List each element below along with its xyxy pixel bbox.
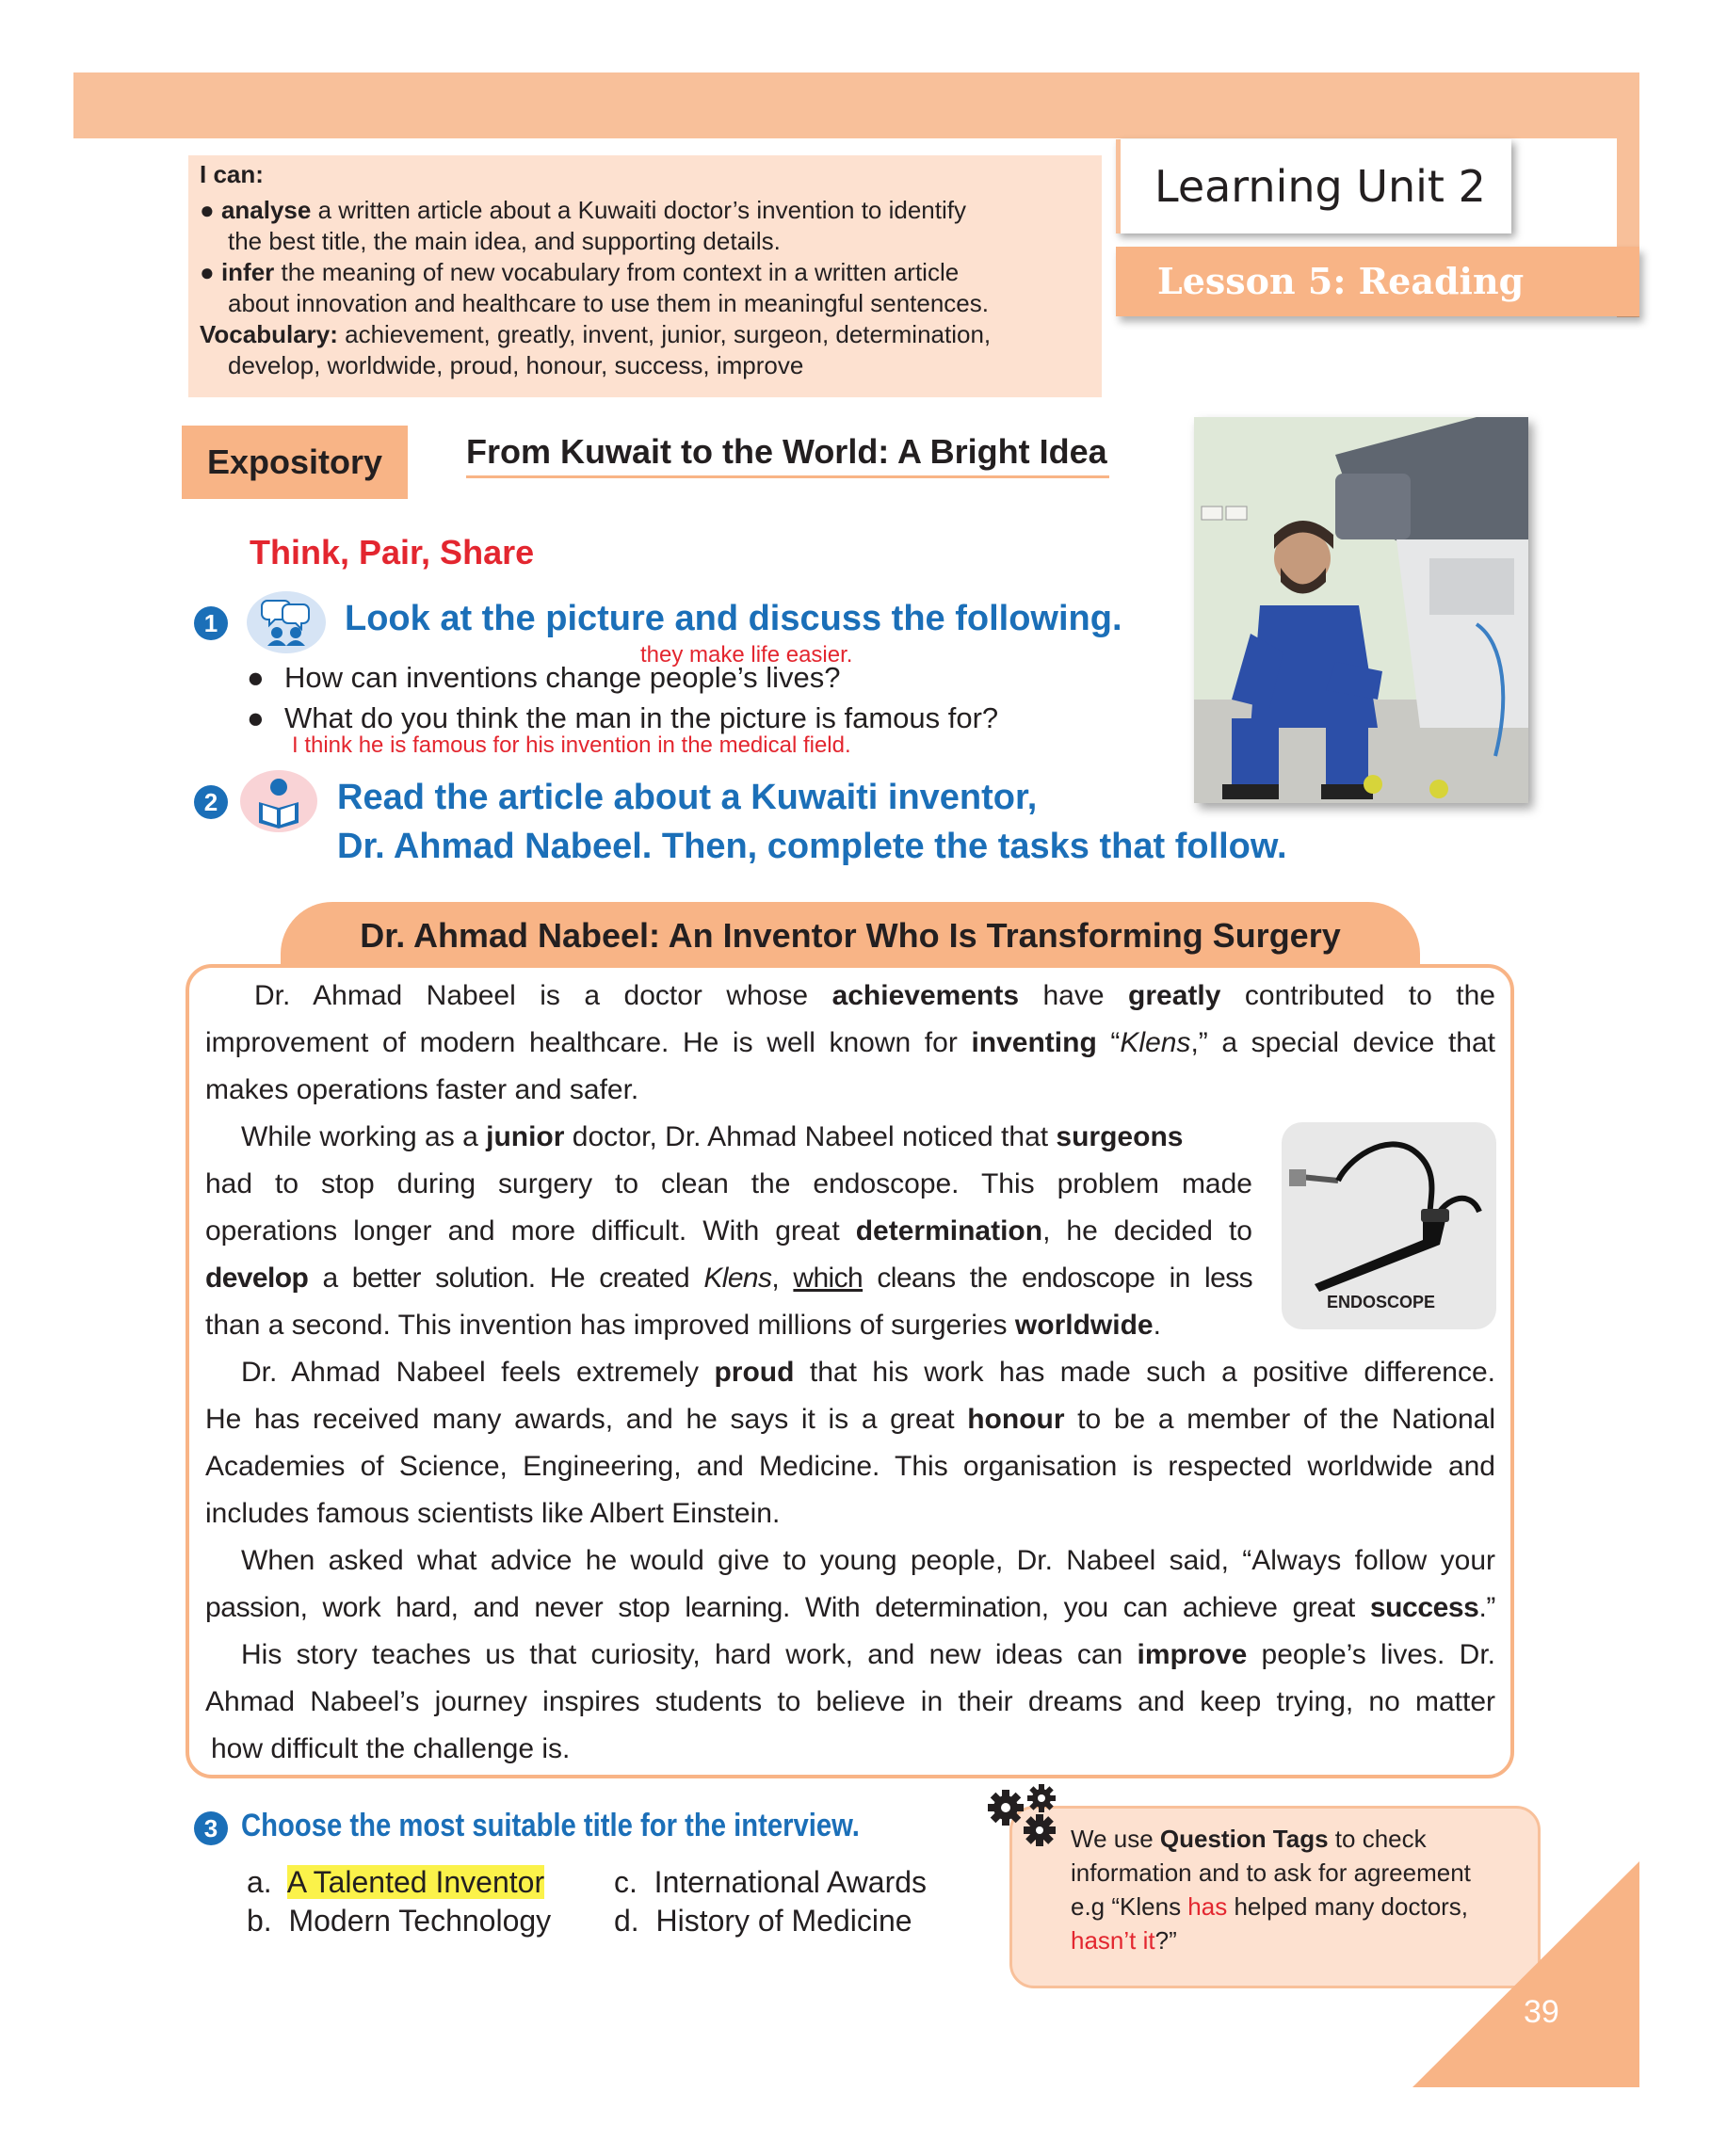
vocabulary-line [200,319,991,349]
passage-line-15: His story teaches us that curiosity, hard work, and new ideas can improve people’s lives. Dr. [241,1639,1496,1670]
note-bold-term: Question Tags [1159,1825,1329,1853]
passage-line-5: had to stop during surgery to clean the endoscope. This problem made [205,1168,1252,1199]
option-a[interactable] [247,1865,544,1900]
passage-line-10: He has received many awards, and he says it is a great honour to be a member of the National [205,1404,1496,1435]
goal-2-text: the meaning of new vocabulary from context in a written article [274,258,960,286]
lesson-title: Lesson 5: Reading [1116,247,1639,316]
note-line-1: We use Question Tags to check [1071,1825,1427,1853]
unit-title: Learning Unit 2 [1116,139,1511,233]
vocab-honour: honour [967,1404,1065,1435]
handwritten-answer-1: they make life easier. [640,642,853,668]
passage-title: Dr. Ahmad Nabeel: An Inventor Who Is Transforming Surgery [281,902,1420,970]
passage-line-6: operations longer and more difficult. With great determination, he decided to [205,1215,1252,1247]
article-title: From Kuwait to the World: A Bright Idea [466,428,1109,478]
note-line-2: information and to ask for agreement [1071,1858,1471,1887]
task-2-number: 2 [194,785,228,819]
passage-line-9: Dr. Ahmad Nabeel feels extremely proud that his work has made such a positive difference. [241,1357,1495,1388]
goal-1-text: a written article about a Kuwaiti doctor’s invention to identify [311,196,966,224]
passage-line-17: how difficult the challenge is. [211,1733,571,1764]
vocab-improve: improve [1137,1639,1248,1670]
passage-line-16: Ahmad Nabeel’s journey inspires students to believe in their dreams and keep trying, no matter [205,1686,1495,1717]
goal-item-2: ● infer the meaning of new vocabulary from context in a written article [200,258,960,286]
task-1-question-2: ● What do you think the man in the picture is famous for? [247,701,999,734]
task-1-number: 1 [194,606,228,640]
vocabulary-label: Vocabulary: [200,320,338,348]
vocab-inventing: inventing [971,1027,1097,1058]
vocab-junior: junior [486,1121,565,1152]
note-line-4: hasn’t it?” [1071,1926,1177,1955]
goals-heading: I can: [200,160,264,188]
vocab-surgeons: surgeons [1056,1121,1184,1152]
endoscope-image [1282,1122,1496,1329]
question-1-text: How can inventions change people’s lives? [284,661,841,694]
passage-line-2: improvement of modern healthcare. He is well known for inventing “Klens,” a special device that [205,1027,1496,1058]
vocab-greatly: greatly [1128,980,1221,1011]
vocab-worldwide: worldwide [1014,1310,1154,1341]
task-2-instruction-1: Read the article about a Kuwaiti inventor, [337,778,1038,817]
device-name: Klens [1120,1027,1191,1058]
task-3-number: 3 [194,1811,228,1845]
option-b[interactable] [247,1904,551,1939]
option-c[interactable] [614,1865,927,1900]
goal-1-continued: the best title, the main idea, and supporting details. [228,227,781,255]
option-a-text: A Talented Inventor [286,1865,545,1899]
goal-item-1: ● analyse a written article about a Kuwaiti doctor’s invention to identify [200,196,966,224]
header-band [73,72,1639,138]
option-b-text: Modern Technology [288,1904,552,1938]
think-pair-share-heading: Think, Pair, Share [250,533,535,571]
note-red-tag: hasn’t it [1071,1926,1155,1955]
device-name-2: Klens [703,1263,772,1294]
vocab-achievements: achievements [831,980,1020,1011]
passage-line-7: develop a better solution. He created Klens, which cleans the endoscope in less [205,1263,1252,1294]
reading-icon [240,770,317,832]
goal-2-verb: infer [220,258,275,286]
passage-line-13: When asked what advice he would give to young people, Dr. Nabeel said, “Always follow your [241,1545,1495,1576]
vocab-proud: proud [714,1357,795,1388]
note-line-3: e.g “Klens has helped many doctors, [1071,1892,1469,1921]
endoscope-label: ENDOSCOPE [1327,1293,1436,1311]
option-d-text: History of Medicine [655,1904,912,1938]
vocab-success: success [1369,1592,1479,1623]
goal-2-continued: about innovation and healthcare to use them in meaningful sentences. [228,289,989,317]
gears-icon [985,1781,1060,1853]
task-1-question-1: ● How can inventions change people’s lives? [247,661,841,694]
task-1-instruction: Look at the picture and discuss the following. [345,599,1122,638]
option-c-letter: c. [614,1865,638,1899]
option-c-text: International Awards [654,1865,928,1899]
option-a-letter: a. [247,1865,272,1899]
passage-line-3: makes operations faster and safer. [205,1074,639,1105]
task-3-instruction: Choose the most suitable title for the interview. [241,1808,860,1843]
page-number: 39 [1524,1994,1559,2030]
photo-illustration [1194,417,1528,803]
task-2-instruction-2: Dr. Ahmad Nabeel. Then, complete the tasks that follow. [337,827,1287,866]
doctor-robot-photo [1194,417,1528,803]
option-d-letter: d. [614,1904,639,1938]
option-b-letter: b. [247,1904,272,1938]
learning-goals-box [188,155,1102,397]
page-corner-triangle [1412,1861,1639,2087]
option-d[interactable] [614,1904,912,1939]
vocab-determination: determination [855,1215,1043,1247]
handwritten-answer-2: I think he is famous for his invention in the medical field. [292,732,851,758]
passage-line-4: While working as a junior doctor, Dr. Ahmad Nabeel noticed that surgeons [241,1121,1184,1152]
passage-line-11: Academies of Science, Engineering, and Medicine. This organisation is respected worldwide and [205,1451,1495,1482]
passage-line-12: includes famous scientists like Albert Einstein. [205,1498,781,1529]
passage-line-1: Dr. Ahmad Nabeel is a doctor whose achievements have greatly contributed to the [254,980,1495,1011]
vocabulary-list-2: develop, worldwide, proud, honour, success, improve [228,351,804,379]
passage-line-14: passion, work hard, and never stop learning. With determination, you can achieve great success.” [205,1592,1495,1623]
goal-1-verb: analyse [220,196,312,224]
vocab-develop: develop [205,1263,309,1294]
passage-line-8: than a second. This invention has improved millions of surgeries worldwide. [205,1310,1161,1341]
question-2-text: What do you think the man in the picture is famous for? [284,701,999,734]
underlined-which: which [793,1263,864,1294]
genre-label: Expository [182,426,408,499]
discussion-icon [247,591,326,653]
note-red-has: has [1187,1892,1228,1921]
vocabulary-list-1: achievement, greatly, invent, junior, surgeon, determination, [337,320,992,348]
